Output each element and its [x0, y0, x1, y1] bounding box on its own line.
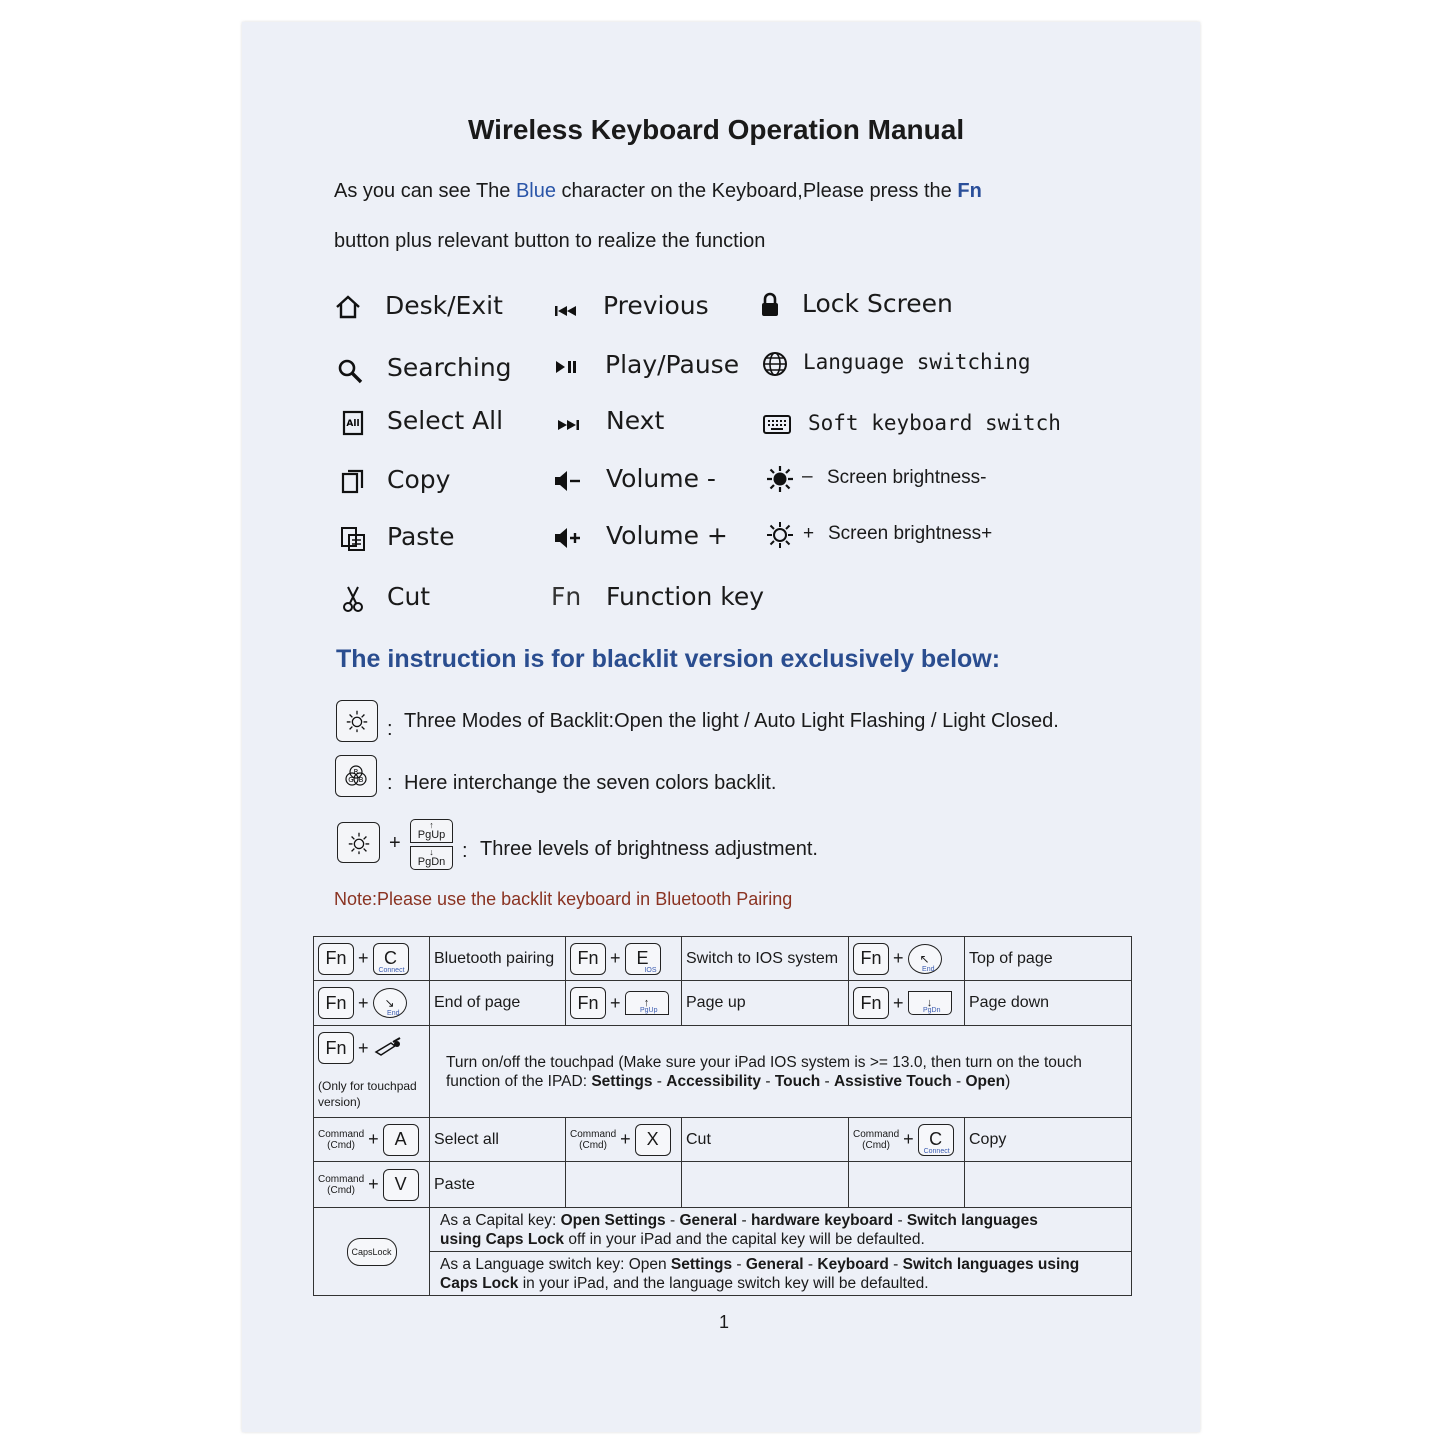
brightness-up-label: Screen brightness+ — [828, 523, 993, 544]
home-arrow-key: ↖ End — [908, 944, 942, 974]
shortcut-table — [313, 936, 1132, 1296]
soft-keyboard-switch-label: Soft keyboard switch — [808, 411, 1061, 435]
copy-icon — [338, 467, 368, 497]
bluetooth-pairing-cell: Bluetooth pairing — [430, 937, 566, 981]
cmd-line1: Command — [570, 1128, 617, 1140]
fn-key: Fn — [570, 987, 606, 1019]
dash: - — [893, 1211, 907, 1229]
table-row — [314, 937, 1132, 981]
copy-cell: Copy — [965, 1118, 1132, 1162]
combo-cell — [566, 937, 682, 981]
page-title: Wireless Keyboard Operation Manual — [468, 114, 965, 145]
language-switching-label: Language switching — [803, 350, 1031, 374]
touchpad-text-line2 — [446, 1072, 1127, 1091]
end-key-sub: End — [387, 1010, 400, 1017]
levels-colon: : — [462, 840, 468, 862]
pgup-label: PgUp — [417, 829, 446, 841]
e-key — [625, 943, 661, 975]
c-key-letter: C — [384, 948, 398, 968]
cmd-line2: (Cmd) — [579, 1139, 607, 1151]
play-pause-icon — [551, 352, 581, 382]
cap-text-h: off in your iPad and the capital key will be defaulted. — [564, 1230, 925, 1248]
empty-cell — [965, 1162, 1132, 1208]
cap-text-a: As a Capital key: — [440, 1211, 561, 1229]
function-key-label: Function key — [606, 582, 765, 611]
touchpad-only-line2: version) — [318, 1095, 361, 1109]
c-key-letter: C — [929, 1129, 943, 1149]
pgdn-key: ↓ PgDn — [908, 991, 952, 1015]
c-key — [918, 1124, 954, 1156]
lock-screen-label: Lock Screen — [802, 289, 953, 318]
v-key: V — [383, 1169, 419, 1201]
intro-text-b: character on the Keyboard,Please press the — [556, 180, 958, 202]
copy-label: Copy — [387, 465, 451, 494]
colors-colon: : — [387, 772, 393, 794]
home-icon — [333, 292, 363, 322]
end-arrow-key: ↘ End — [373, 988, 407, 1018]
cmd-line2: (Cmd) — [862, 1139, 890, 1151]
capslock-key: CapsLock — [347, 1238, 397, 1266]
lang-settings: Settings — [670, 1255, 733, 1273]
combo-cell — [314, 1162, 430, 1208]
touchpad-touch: Touch — [774, 1072, 821, 1090]
previous-label: Previous — [603, 291, 709, 320]
touchpad-text-line1: Turn on/off the touchpad (Make sure your iPad IOS system is >= 13.0, then turn on the touch — [446, 1053, 1082, 1071]
command-key-label — [853, 1129, 899, 1151]
plus-sign: + — [610, 948, 621, 968]
language-key-cell — [430, 1252, 1132, 1296]
home-key-sub: End — [922, 965, 935, 973]
volume-up-label: Volume + — [606, 521, 728, 550]
combo-cell — [314, 1118, 430, 1162]
intro-text-a: As you can see The — [334, 180, 516, 202]
table-row — [314, 1208, 1132, 1252]
intro-line-1 — [334, 180, 982, 203]
plus-sign: + — [620, 1129, 631, 1149]
table-row — [314, 1252, 1132, 1296]
brightness-down-label: Screen brightness- — [827, 467, 987, 488]
lang-caps-lock: Caps Lock — [440, 1274, 519, 1292]
backlit-colors-text: Here interchange the seven colors backlit. — [404, 772, 777, 794]
play-pause-label: Play/Pause — [605, 350, 740, 379]
touchpad-combo-cell — [314, 1026, 430, 1118]
plus-sign: + — [893, 992, 904, 1013]
select-all-cell: Select all — [430, 1118, 566, 1162]
fn-key: Fn — [318, 1032, 354, 1064]
rgb-g-letter: G — [348, 776, 354, 784]
pgdn-key-sub: PgDn — [923, 1007, 941, 1014]
page-up-cell: Page up — [682, 981, 849, 1026]
cap-hardware-keyboard: hardware keyboard — [750, 1211, 894, 1229]
table-row — [314, 1118, 1132, 1162]
svg-text:All: All — [346, 419, 360, 429]
rgb-b-letter: B — [358, 776, 364, 784]
table-row — [314, 1026, 1132, 1118]
end-of-page-cell: End of page — [430, 981, 566, 1026]
cap-using-caps-lock: using Caps Lock — [440, 1230, 565, 1248]
pgup-key-sub: PgUp — [640, 1007, 658, 1014]
e-key-sub: IOS — [644, 966, 657, 974]
c-key-sub: Connect — [378, 966, 405, 974]
paste-icon — [338, 524, 368, 554]
rgb-r-letter: R — [353, 768, 359, 776]
fn-key: Fn — [853, 943, 889, 975]
combo-cell — [314, 937, 430, 981]
switch-ios-cell: Switch to IOS system — [682, 937, 849, 981]
backlit-heading: The instruction is for blacklit version exclusively below: — [336, 645, 1001, 673]
pgup-key: ↑ PgUp — [625, 991, 669, 1015]
dash: - — [820, 1072, 834, 1090]
intro-fn-word: Fn — [957, 180, 982, 202]
table-row — [314, 981, 1132, 1026]
touchpad-assistive: Assistive Touch — [833, 1072, 952, 1090]
lang-general: General — [745, 1255, 804, 1273]
lang-text-a: As a Language switch key: Open — [440, 1255, 671, 1273]
combo-cell — [849, 937, 965, 981]
lock-icon — [755, 290, 785, 320]
dash: - — [888, 1255, 903, 1273]
cmd-line2: (Cmd) — [327, 1139, 355, 1151]
empty-cell — [849, 1162, 965, 1208]
bluetooth-note: Note:Please use the backlit keyboard in Bluetooth Pairing — [334, 889, 793, 909]
touchpad-icon — [373, 1036, 403, 1061]
e-key-letter: E — [636, 948, 649, 968]
empty-cell — [566, 1162, 682, 1208]
lang-text-g: in your iPad, and the language switch key will be defaulted. — [518, 1274, 929, 1292]
dash: - — [665, 1211, 680, 1229]
previous-track-icon — [551, 296, 581, 326]
cmd-line1: Command — [318, 1173, 365, 1185]
plus-sign: + — [358, 948, 369, 968]
plus-sign: + — [610, 992, 621, 1013]
combo-cell — [849, 1118, 965, 1162]
top-of-page-cell: Top of page — [965, 937, 1132, 981]
touchpad-settings: Settings — [591, 1072, 653, 1090]
plus-sign: + — [893, 948, 904, 968]
cut-label: Cut — [387, 582, 431, 611]
brightness-down-icon — [765, 464, 795, 494]
intro-line-2: button plus relevant button to realize the function — [334, 230, 766, 252]
touchpad-accessibility: Accessibility — [666, 1072, 762, 1090]
combo-cell — [849, 981, 965, 1026]
plus-sign: + — [358, 1037, 369, 1058]
volume-up-icon — [552, 523, 582, 553]
keyboard-icon — [762, 409, 792, 439]
close-paren: ) — [1005, 1072, 1011, 1090]
table-row — [314, 1162, 1132, 1208]
touchpad-text-cell — [430, 1026, 1132, 1118]
cmd-line2: (Cmd) — [327, 1184, 355, 1196]
cap-switch-languages: Switch languages — [906, 1211, 1038, 1229]
plus-sign: + — [368, 1129, 379, 1149]
dash: - — [803, 1255, 818, 1273]
c-key — [373, 943, 409, 975]
cap-general: General — [679, 1211, 738, 1229]
next-label: Next — [606, 406, 665, 435]
plus-sign: + — [368, 1174, 379, 1194]
brightness-key-icon — [337, 822, 380, 863]
search-icon — [335, 356, 365, 386]
globe-icon — [760, 349, 790, 379]
fn-key: Fn — [318, 987, 354, 1019]
fn-key: Fn — [318, 943, 354, 975]
touchpad-text-b: function of the IPAD: — [446, 1072, 592, 1090]
volume-down-label: Volume - — [606, 464, 716, 493]
dash: - — [652, 1072, 667, 1090]
backlit-mode-key-icon — [336, 700, 378, 742]
brightness-plus: + — [389, 832, 401, 854]
searching-label: Searching — [387, 353, 512, 382]
x-key: X — [635, 1124, 671, 1156]
capslock-cell — [314, 1208, 430, 1296]
scissors-icon — [338, 584, 368, 614]
lang-switch-languages: Switch languages using — [902, 1255, 1080, 1273]
cut-cell: Cut — [682, 1118, 849, 1162]
cmd-line1: Command — [853, 1128, 900, 1140]
pgdn-key-icon: ↓ PgDn — [410, 846, 453, 870]
volume-down-icon — [552, 466, 582, 496]
fn-key: Fn — [570, 943, 606, 975]
fn-key: Fn — [853, 987, 889, 1019]
brightness-up-sign: + — [803, 523, 815, 544]
command-key-label — [570, 1129, 616, 1151]
dash: - — [761, 1072, 775, 1090]
combo-cell — [566, 1118, 682, 1162]
brightness-up-icon — [765, 520, 795, 550]
pgup-key-icon: ↑ PgUp — [410, 819, 453, 843]
a-key: A — [383, 1124, 419, 1156]
dash: - — [732, 1255, 746, 1273]
plus-sign: + — [358, 992, 369, 1013]
desk-exit-label: Desk/Exit — [385, 291, 503, 320]
paste-cell: Paste — [430, 1162, 566, 1208]
command-key-label — [318, 1174, 364, 1196]
plus-sign: + — [903, 1129, 914, 1149]
pgdn-label: PgDn — [417, 856, 446, 868]
c-key-sub: Connect — [923, 1147, 950, 1155]
touchpad-only-line1: (Only for touchpad — [318, 1079, 417, 1093]
touchpad-open: Open — [965, 1072, 1006, 1090]
select-all-icon — [338, 408, 368, 438]
brightness-down-sign: – — [802, 466, 813, 487]
fn-key-symbol: Fn — [551, 582, 582, 611]
combo-cell — [314, 981, 430, 1026]
command-key-label — [318, 1129, 364, 1151]
modes-colon: : — [387, 718, 393, 740]
select-all-label: Select All — [387, 406, 504, 435]
dash: - — [951, 1072, 966, 1090]
page-down-cell: Page down — [965, 981, 1132, 1026]
intro-blue-word: Blue — [515, 180, 556, 202]
rgb-key-icon — [335, 755, 377, 797]
brightness-levels-text: Three levels of brightness adjustment. — [480, 838, 818, 860]
cap-open-settings: Open Settings — [560, 1211, 666, 1229]
combo-cell — [566, 981, 682, 1026]
backlit-modes-text: Three Modes of Backlit:Open the light / Auto Light Flashing / Light Closed. — [404, 710, 1059, 732]
dash: - — [737, 1211, 751, 1229]
page-number: 1 — [719, 1312, 730, 1332]
empty-cell — [682, 1162, 849, 1208]
paste-label: Paste — [387, 522, 455, 551]
next-track-icon — [553, 410, 583, 440]
cmd-line1: Command — [318, 1128, 365, 1140]
capital-key-cell — [430, 1208, 1132, 1252]
lang-keyboard: Keyboard — [817, 1255, 889, 1273]
